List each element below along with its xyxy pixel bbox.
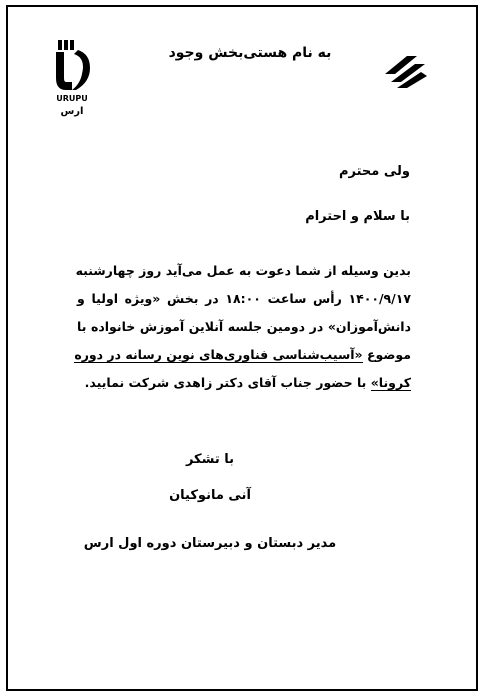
- closing: با تشکر: [185, 452, 235, 467]
- body-line-3: دانش‌آموزان» در دومین جلسه آنلاین آموزش خانواده با: [77, 319, 411, 334]
- topic-title-part-1: «آسیب‌شناسی فناوری‌های نوین رسانه در دوره: [74, 347, 363, 362]
- page-heading: به نام هستی‌بخش وجود: [168, 45, 332, 61]
- body-line-5: [77, 369, 411, 397]
- greeting: با سلام و احترام: [305, 209, 410, 224]
- body-line-4: [74, 341, 411, 369]
- signer-name: آنی مانوکیان: [169, 488, 251, 503]
- attendance-request: با حضور جناب آقای دکتر زاهدی شرکت نمایید.: [84, 375, 371, 390]
- body-line-1: بدین وسیله از شما دعوت به عمل می‌آید روز چهارشنبه: [75, 263, 411, 278]
- school-logo-icon: [42, 38, 102, 118]
- signer-title: مدیر دبستان و دبیرستان دوره اول ارس: [83, 536, 337, 551]
- organization-logo-icon: [383, 52, 429, 92]
- logo-persian-caption: ارس: [60, 106, 84, 117]
- body-line-2: ۱۴۰۰/۹/۱۷ رأس ساعت ۱۸:۰۰ در بخش «ویژه اولیا و: [77, 291, 411, 306]
- invitation-body: [74, 257, 411, 397]
- salutation: ولی محترم: [339, 164, 410, 179]
- logo-latin-caption: URUPU: [56, 94, 88, 103]
- topic-title-part-2: کرونا»: [370, 375, 411, 390]
- topic-prefix: موضوع: [362, 347, 411, 362]
